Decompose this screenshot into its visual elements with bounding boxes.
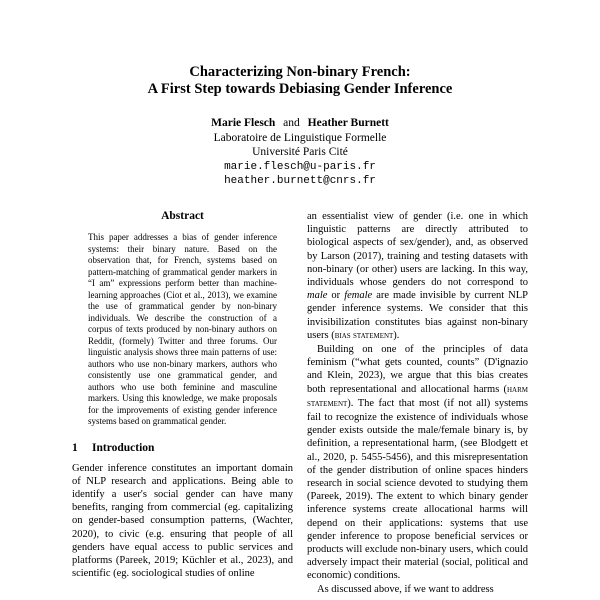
section-number: 1 (72, 441, 78, 454)
right-p1-text-b: are made invisible by current NLP gender inference systems. We consider that this invisibilization constitutes bias against non-binary users ( (307, 290, 528, 341)
affiliation-lab: Laboratoire de Linguistique Formelle (213, 131, 387, 144)
section-heading-introduction (72, 442, 293, 454)
abstract-text: This paper addresses a bias of gender inference systems: their binary nature. Based on the observation that, for French, systems based on pattern-matching of grammatical gender markers in “I am” expressions perform better than machine-learning approaches (Ciot et al., 2013), we examine the use of grammatical gender by non-binary individuals. We describe the construction of a corpus of texts produced by non-binary authors on Reddit, (formely) Twitter and three forums. Our linguistic analysis shows three main patterns of use: authors who use non-binary markers, authors who consistently use one grammatical gender, and authors who use both feminine and masculine markers. Using this knowledge, we make proposals for the improvements of existing gender inference systems based on grammatical gender. (88, 232, 277, 426)
right-p2-text-b: ). The fact that most (if not all) systems fail to recognize the existence of individuals whose gender exists outside the male/female binary is, by definition, a representational harm, (see Blodgett et al., 2020, p. 5455-5456), and this misrepresentation of the gender distribution of online spaces hinders research in social science devoted to studying them (Pareek, 2019). The extent to which binary gender inference systems create allocational harms will depend on their applications: systems that use gender inference to propose beneficial services or products will exclude non-binary users, which could adversely impact their material (social, political and economic) conditions. (307, 397, 528, 582)
author-and: and (283, 117, 300, 129)
right-paragraph-2 (307, 343, 528, 583)
title-line-2: A First Step towards Debiasing Gender Inference (147, 81, 453, 97)
intro-paragraph-1: Gender inference constitutes an important domain of NLP research and applications. Being able to identify a user's social gender can have many benefits, ranging from commercial (eg. capitalizing on gender-based consumption patterns, (Wachter, 2020), to civic (e.g. ensuring that people of all genders have equal access to public services and platforms (Pareek, 2019; Küchler et al., 2023), and scientific (eg. sociological studies of online (72, 462, 293, 580)
author-names (0, 116, 600, 131)
right-p1-text-a: an essentialist view of gender (i.e. one in which linguistic patterns are directly attributed to biological aspects of sex/gender), and, as observed by Larson (2017), training and testing datasets with non-binary (or other) users are lacking. In this way, individuals whose genders do not correspond to (307, 211, 528, 289)
right-paragraph-1 (307, 210, 528, 343)
author-block (0, 116, 600, 189)
author-name-2: Heather Burnett (307, 117, 389, 129)
right-column (307, 210, 528, 596)
right-paragraph-3: As discussed above, if we want to address (317, 583, 494, 595)
section-title: Introduction (92, 441, 155, 454)
abstract-heading: Abstract (161, 210, 204, 222)
bias-statement-label: bias statement (334, 330, 394, 341)
author-email-1[interactable]: marie.flesch@u-paris.fr (224, 160, 376, 173)
author-name-1: Marie Flesch (211, 117, 276, 129)
right-p1-text-c: ). (393, 329, 400, 341)
affiliation-university: Université Paris Cité (252, 146, 348, 158)
paper-title (0, 64, 600, 98)
harm-statement-label: harm statement (307, 384, 528, 409)
left-column (72, 210, 293, 580)
title-line-1: Characterizing Non-binary French: (189, 64, 411, 80)
right-p1-or: or (327, 290, 345, 302)
right-p2-text-a: Building on one of the principles of data feminism (“what gets counted, counts” (D'ignazio and Klein, 2023), we argue that this bias creates both representational and allocational harms ( (307, 344, 528, 395)
author-email-2[interactable]: heather.burnett@cnrs.fr (224, 175, 376, 187)
right-p1-male: male (307, 290, 328, 302)
right-p1-female: female (344, 290, 373, 302)
